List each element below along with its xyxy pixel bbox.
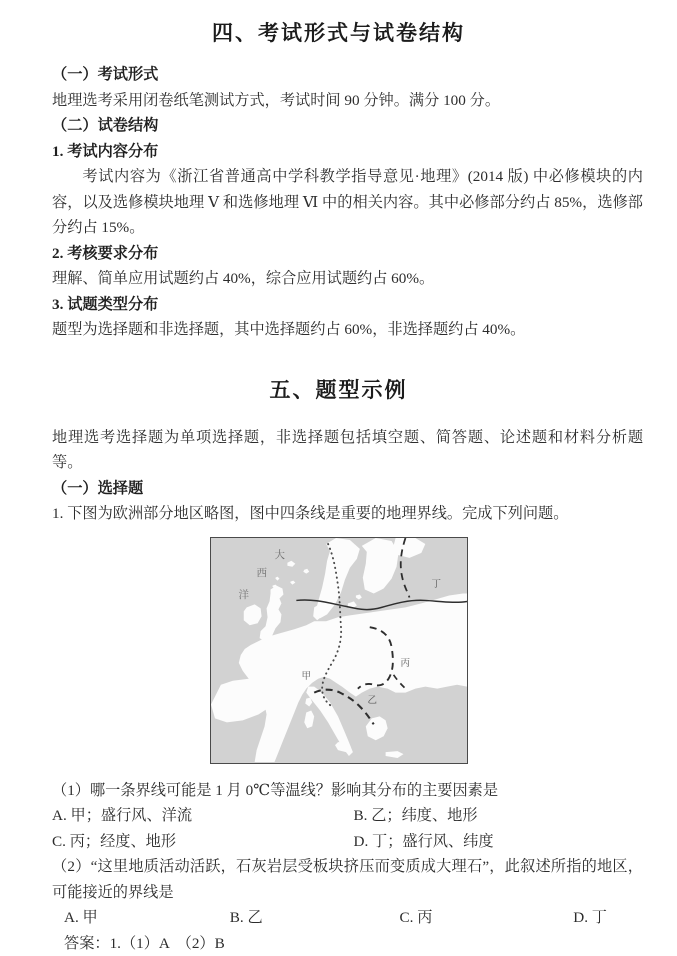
option-1-2-b[interactable]: B. 乙 [212,905,378,931]
subheading-paper-structure: （二）试卷结构 [52,113,643,139]
europe-map-svg [211,538,467,763]
page-title-section-five: 五、题型示例 [0,363,677,405]
option-1-1-a[interactable]: A. 甲；盛行风、洋流 [52,803,348,829]
option-1-1-b[interactable]: B. 乙；纬度、地形 [348,803,650,829]
section-four-body [0,62,677,343]
option-1-2-a[interactable]: A. 甲 [52,905,212,931]
question1-sub1-options-row1 [52,803,643,829]
paragraph-section-five-intro: 地理选考选择题为单项选择题，非选择题包括填空题、简答题、论述题和材料分析题等。 [52,425,643,476]
subheading-exam-format: （一）考试形式 [52,62,643,88]
map-label-line-bing: 丙 [401,659,411,669]
option-1-2-c[interactable]: C. 丙 [378,905,548,931]
paragraph-requirement-distribution: 理解、简单应用试题约占 40%，综合应用试题约占 60%。 [52,266,643,292]
question1-stem: 1. 下图为欧洲部分地区略图，图中四条线是重要的地理界线。完成下列问题。 [52,501,643,527]
paragraph-question-type-distribution: 题型为选择题和非选择题，其中选择题约占 60%，非选择题约占 40%。 [52,317,643,343]
map-label-line-yi: 乙 [368,696,378,706]
subheading-multiple-choice: （一）选择题 [52,476,643,502]
question1-body [0,778,677,956]
option-1-2-d[interactable]: D. 丁 [547,905,677,931]
question1-sub2-options-row [52,905,643,931]
question1-sub1-stem: （1）哪一条界线可能是 1 月 0℃等温线？影响其分布的主要因素是 [52,778,643,804]
page-title-section-four: 四、考试形式与试卷结构 [0,0,677,48]
option-1-1-c[interactable]: C. 丙；经度、地形 [52,829,348,855]
section-five-body [0,425,677,527]
figure-container [0,527,677,764]
paragraph-exam-format: 地理选考采用闭卷纸笔测试方式，考试时间 90 分钟。满分 100 分。 [52,88,643,114]
question1-sub2-stem: （2）“这里地质活动活跃，石灰岩层受板块挤压而变质成大理石”，此叙述所指的地区，可能接近的界线是 [52,854,643,905]
subheading-question-type-distribution: 3. 试题类型分布 [52,292,643,318]
map-label-ocean-1: 大 [275,550,286,561]
subheading-content-distribution: 1. 考试内容分布 [52,139,643,165]
question1-answer: 答案：1.（1）A （2）B [52,931,643,956]
subheading-requirement-distribution: 2. 考核要求分布 [52,241,643,267]
map-label-line-jia: 甲 [302,672,312,682]
option-1-1-d[interactable]: D. 丁；盛行风、纬度 [348,829,650,855]
europe-map-figure [210,537,468,764]
map-label-ocean-2: 西 [257,568,268,579]
question1-sub1-options-row2 [52,829,643,855]
map-label-ocean-3: 洋 [239,590,250,601]
map-label-line-ding: 丁 [432,580,442,590]
paragraph-content-distribution: 考试内容为《浙江省普通高中学科教学指导意见·地理》(2014 版) 中必修模块的内容，以及选修模块地理 Ⅴ 和选修地理 Ⅵ 中的相关内容。其中必修部分约占 85%，选修部分约占 15%。 [52,164,643,241]
